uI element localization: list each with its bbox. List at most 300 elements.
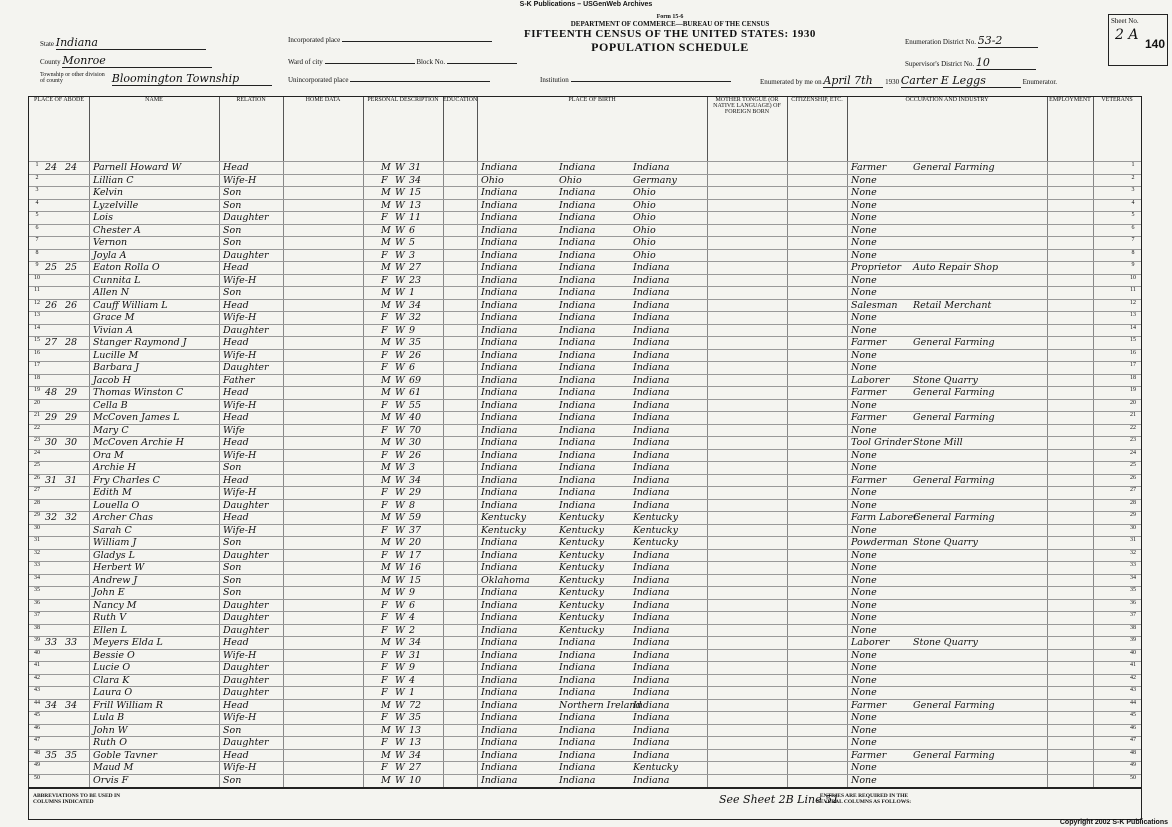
family-no: 30 [65, 437, 78, 448]
line-number: 42 [34, 674, 40, 681]
birthplace-mother: Kentucky [633, 524, 678, 536]
birthplace-mother: Ohio [633, 187, 656, 198]
occupation: None [851, 362, 877, 373]
race: W [395, 324, 405, 336]
table-row [29, 649, 1141, 663]
relation: Daughter [223, 624, 269, 636]
sheet-value: 2 A [1115, 27, 1139, 43]
person-name: Edith M [93, 487, 132, 498]
birthplace-father: Kentucky [559, 587, 604, 598]
occupation: Farmer [851, 699, 887, 711]
enumerated-year: 1930 [885, 78, 900, 86]
line-number: 44 [34, 699, 40, 706]
birthplace-father: Indiana [559, 762, 596, 773]
industry: General Farming [913, 749, 995, 761]
age: 17 [409, 549, 422, 561]
person-name: Archer Chas [93, 512, 153, 523]
line-number: 17 [1130, 362, 1136, 368]
sex: M [381, 412, 391, 423]
line-number: 18 [1130, 374, 1136, 381]
enumerated-label: Enumerated by me on [760, 78, 822, 86]
occupation: None [851, 237, 877, 248]
form-number: Form 15-6 [656, 14, 684, 20]
table-row [29, 624, 1141, 638]
birthplace-father: Kentucky [559, 599, 604, 611]
sex: F [381, 249, 388, 261]
birthplace-mother: Indiana [633, 562, 670, 573]
birthplace-person: Indiana [481, 599, 518, 611]
age: 26 [409, 349, 422, 361]
form-title [520, 14, 820, 55]
age: 11 [409, 212, 422, 223]
industry: Stone Quarry [913, 374, 978, 386]
birthplace-mother: Indiana [633, 749, 670, 761]
sex: M [381, 287, 391, 298]
abbreviations-title: ABBREVIATIONS TO BE USED IN COLUMNS INDICATED [33, 793, 121, 805]
unincorporated-label: Unincorporated place [288, 76, 349, 84]
relation: Daughter [223, 599, 269, 611]
relation: Daughter [223, 662, 269, 673]
age: 34 [409, 749, 422, 761]
sex: M [381, 637, 391, 648]
person-name: McCoven Archie H [93, 437, 184, 448]
relation: Son [223, 462, 242, 473]
relation: Daughter [223, 499, 269, 511]
birthplace-mother: Indiana [633, 712, 670, 723]
birthplace-mother: Indiana [633, 699, 670, 711]
line-number: 19 [34, 387, 40, 393]
line-number: 12 [1130, 299, 1136, 306]
birthplace-father: Kentucky [559, 524, 604, 536]
relation: Son [223, 774, 242, 786]
race: W [395, 724, 405, 736]
occupation: Proprietor [851, 262, 902, 273]
age: 20 [409, 537, 422, 548]
sex: M [381, 462, 391, 473]
person-name: Nancy M [93, 599, 137, 611]
sex: F [381, 649, 388, 661]
relation: Head [223, 299, 249, 311]
person-name: Grace M [93, 312, 135, 323]
occupation: Farmer [851, 387, 887, 398]
age: 29 [409, 487, 422, 498]
family-no: 29 [65, 412, 78, 423]
occupation: None [851, 574, 877, 586]
birthplace-mother: Ohio [633, 199, 656, 211]
person-name: Clara K [93, 674, 130, 686]
age: 35 [409, 712, 422, 723]
line-number: 45 [1130, 712, 1136, 718]
birthplace-mother: Indiana [633, 549, 670, 561]
line-number: 21 [1130, 412, 1136, 418]
line-number: 48 [1130, 749, 1136, 756]
occupation: Farmer [851, 749, 887, 761]
birthplace-father: Indiana [559, 274, 596, 286]
race: W [395, 312, 405, 323]
table-row [29, 599, 1141, 613]
race: W [395, 462, 405, 473]
birthplace-father: Indiana [559, 287, 596, 298]
sheet-stamp: 140 [1144, 37, 1165, 51]
sex: F [381, 599, 388, 611]
supervisor-field [905, 56, 1036, 70]
race: W [395, 499, 405, 511]
birthplace-person: Indiana [481, 687, 518, 698]
person-name: Stanger Raymond J [93, 337, 187, 348]
industry: Stone Quarry [913, 637, 978, 648]
line-number: 20 [1130, 399, 1136, 406]
relation: Son [223, 574, 242, 586]
occupation: None [851, 449, 877, 461]
birthplace-mother: Indiana [633, 662, 670, 673]
sex: F [381, 499, 388, 511]
table-row [29, 561, 1141, 575]
birthplace-mother: Kentucky [633, 512, 678, 523]
race: W [395, 512, 405, 523]
table-row [29, 361, 1141, 375]
sex: M [381, 699, 391, 711]
sheet-box [1108, 14, 1168, 66]
dwelling-no: 34 [45, 699, 58, 711]
birthplace-person: Indiana [481, 637, 518, 648]
dwelling-no: 31 [45, 474, 58, 486]
birthplace-mother: Indiana [633, 674, 670, 686]
state-field [40, 36, 206, 50]
race: W [395, 412, 405, 423]
birthplace-mother: Indiana [633, 474, 670, 486]
relation: Head [223, 474, 249, 486]
line-number: 24 [1130, 449, 1136, 456]
table-row [29, 386, 1141, 400]
line-number: 20 [34, 399, 40, 406]
race: W [395, 449, 405, 461]
occupation: None [851, 737, 877, 748]
sex: F [381, 487, 388, 498]
line-number: 29 [34, 512, 40, 518]
birthplace-father: Kentucky [559, 574, 604, 586]
birthplace-father: Indiana [559, 374, 596, 386]
race: W [395, 549, 405, 561]
person-name: Joyla A [93, 249, 127, 261]
line-number: 6 [35, 224, 39, 231]
occupation: None [851, 762, 877, 773]
race: W [395, 562, 405, 573]
age: 30 [409, 437, 422, 448]
line-number: 14 [34, 324, 40, 331]
age: 55 [409, 399, 422, 411]
family-no: 33 [65, 637, 78, 648]
birthplace-father: Indiana [559, 724, 596, 736]
line-number: 19 [1130, 387, 1136, 393]
birthplace-person: Indiana [481, 749, 518, 761]
birthplace-mother: Indiana [633, 274, 670, 286]
age: 4 [409, 612, 416, 623]
industry: General Farming [913, 337, 995, 348]
sex: F [381, 399, 388, 411]
occupation: None [851, 424, 877, 436]
line-number: 39 [34, 637, 40, 643]
person-name: Mary C [93, 424, 129, 436]
age: 15 [409, 187, 422, 198]
birthplace-father: Ohio [559, 174, 582, 186]
dwelling-no: 27 [45, 337, 58, 348]
industry: Stone Quarry [913, 537, 978, 548]
race: W [395, 424, 405, 436]
person-name: Vivian A [93, 324, 133, 336]
sex: M [381, 387, 391, 398]
person-name: Ora M [93, 449, 124, 461]
sex: M [381, 199, 391, 211]
person-name: Meyers Elda L [93, 637, 163, 648]
relation: Daughter [223, 362, 269, 373]
birthplace-mother: Indiana [633, 162, 670, 173]
line-number: 30 [34, 524, 40, 531]
sex: M [381, 574, 391, 586]
line-number: 44 [1130, 699, 1136, 706]
birthplace-father: Indiana [559, 212, 596, 223]
table-row [29, 411, 1141, 425]
birthplace-person: Indiana [481, 199, 518, 211]
line-number: 41 [34, 662, 40, 668]
occupation: None [851, 212, 877, 223]
line-number: 1 [1131, 162, 1135, 168]
relation: Wife-H [223, 349, 257, 361]
race: W [395, 287, 405, 298]
occupation: Farmer [851, 474, 887, 486]
birthplace-person: Indiana [481, 249, 518, 261]
table-row [29, 186, 1141, 200]
ward-label: Ward of city [288, 58, 323, 66]
birthplace-person: Indiana [481, 662, 518, 673]
line-number: 5 [35, 212, 39, 218]
sex: F [381, 737, 388, 748]
sex: F [381, 212, 388, 223]
age: 16 [409, 562, 422, 573]
line-number: 6 [1131, 224, 1135, 231]
birthplace-person: Indiana [481, 762, 518, 773]
sex: F [381, 274, 388, 286]
line-number: 47 [1130, 737, 1136, 743]
township-field [40, 72, 272, 86]
institution-label: Institution [540, 76, 569, 84]
family-no: 25 [65, 262, 78, 273]
age: 34 [409, 474, 422, 486]
industry: General Farming [913, 512, 995, 523]
person-name: Allen N [93, 287, 130, 298]
line-number: 30 [1130, 524, 1136, 531]
person-name: Lucie O [93, 662, 131, 673]
footer-instructions [28, 788, 1142, 820]
birthplace-mother: Ohio [633, 249, 656, 261]
table-row [29, 749, 1141, 763]
birthplace-mother: Indiana [633, 462, 670, 473]
age: 3 [409, 462, 416, 473]
age: 3 [409, 249, 416, 261]
table-row [29, 211, 1141, 225]
schedule-title: POPULATION SCHEDULE [591, 40, 749, 54]
birthplace-person: Indiana [481, 474, 518, 486]
relation: Wife-H [223, 712, 257, 723]
industry: General Farming [913, 162, 995, 173]
sex: M [381, 512, 391, 523]
family-no: 24 [65, 162, 78, 173]
birthplace-person: Indiana [481, 774, 518, 786]
line-number: 3 [1131, 187, 1135, 193]
line-number: 11 [1130, 287, 1136, 293]
line-number: 46 [34, 724, 40, 731]
birthplace-father: Indiana [559, 774, 596, 786]
line-number: 28 [1130, 499, 1136, 506]
table-row [29, 724, 1141, 738]
race: W [395, 612, 405, 623]
sex: F [381, 312, 388, 323]
line-number: 45 [34, 712, 40, 718]
race: W [395, 537, 405, 548]
relation: Head [223, 387, 249, 398]
person-name: Eaton Rolla O [93, 262, 160, 273]
birthplace-father: Indiana [559, 262, 596, 273]
birthplace-mother: Indiana [633, 599, 670, 611]
race: W [395, 262, 405, 273]
occupation: Salesman [851, 299, 898, 311]
occupation: None [851, 324, 877, 336]
table-row [29, 224, 1141, 238]
birthplace-mother: Indiana [633, 362, 670, 373]
birthplace-person: Indiana [481, 449, 518, 461]
sex: M [381, 299, 391, 311]
occupation: None [851, 187, 877, 198]
county-label: County [40, 58, 61, 66]
occupation: None [851, 612, 877, 623]
birthplace-mother: Indiana [633, 649, 670, 661]
birthplace-person: Oklahoma [481, 574, 530, 586]
birthplace-person: Indiana [481, 349, 518, 361]
dwelling-no: 32 [45, 512, 58, 523]
age: 32 [409, 312, 422, 323]
dwelling-no: 25 [45, 262, 58, 273]
relation: Wife-H [223, 487, 257, 498]
race: W [395, 349, 405, 361]
person-name: McCoven James L [93, 412, 180, 423]
birthplace-father: Indiana [559, 749, 596, 761]
incorporated-place-field [288, 36, 492, 44]
line-number: 39 [1130, 637, 1136, 643]
person-name: Louella O [93, 499, 140, 511]
occupation: None [851, 199, 877, 211]
entries-title: ENTRIES ARE REQUIRED IN THE SEVERAL COLUMNS AS FOLLOWS: [816, 793, 912, 805]
line-number: 2 [35, 174, 39, 181]
sex: M [381, 724, 391, 736]
table-row [29, 174, 1141, 188]
sex: F [381, 674, 388, 686]
line-number: 7 [1131, 237, 1135, 243]
sex: M [381, 262, 391, 273]
industry: Retail Merchant [913, 299, 992, 311]
relation: Daughter [223, 674, 269, 686]
dwelling-no: 35 [45, 749, 58, 761]
relation: Son [223, 587, 242, 598]
incorporated-label: Incorporated place [288, 36, 341, 44]
table-row [29, 286, 1141, 300]
township-label: Township or other division of county [40, 72, 105, 84]
person-name: Lula B [93, 712, 125, 723]
age: 31 [409, 649, 422, 661]
birthplace-person: Indiana [481, 212, 518, 223]
occupation: Tool Grinder [851, 437, 912, 448]
relation: Son [223, 237, 242, 248]
birthplace-person: Indiana [481, 487, 518, 498]
birthplace-mother: Indiana [633, 624, 670, 636]
race: W [395, 237, 405, 248]
enumerator-label: Enumerator. [1022, 78, 1058, 86]
person-name: Gladys L [93, 549, 135, 561]
person-name: Cella B [93, 399, 128, 411]
dwelling-no: 26 [45, 299, 58, 311]
sex: M [381, 562, 391, 573]
age: 31 [409, 162, 422, 173]
occupation: None [851, 624, 877, 636]
relation: Head [223, 437, 249, 448]
birthplace-mother: Indiana [633, 499, 670, 511]
line-number: 40 [1130, 649, 1136, 656]
occupation: Laborer [851, 637, 890, 648]
occupation: None [851, 462, 877, 473]
table-row [29, 249, 1141, 263]
relation: Wife-H [223, 274, 257, 286]
birthplace-mother: Indiana [633, 687, 670, 698]
birthplace-person: Kentucky [481, 512, 526, 523]
county-field [40, 54, 212, 68]
birthplace-person: Indiana [481, 312, 518, 323]
birthplace-person: Indiana [481, 624, 518, 636]
birthplace-mother: Indiana [633, 312, 670, 323]
person-name: Parnell Howard W [93, 162, 182, 173]
age: 27 [409, 762, 422, 773]
sex: F [381, 524, 388, 536]
line-number: 8 [1131, 249, 1135, 256]
relation: Daughter [223, 324, 269, 336]
line-number: 11 [34, 287, 40, 293]
birthplace-father: Indiana [559, 412, 596, 423]
relation: Wife [223, 424, 245, 436]
birthplace-person: Kentucky [481, 524, 526, 536]
age: 70 [409, 424, 422, 436]
relation: Daughter [223, 212, 269, 223]
relation: Daughter [223, 737, 269, 748]
col-name: NAME [89, 97, 220, 161]
table-row [29, 774, 1141, 788]
table-row [29, 524, 1141, 538]
person-name: Maud M [93, 762, 134, 773]
occupation: None [851, 549, 877, 561]
occupation: None [851, 662, 877, 673]
relation: Son [223, 724, 242, 736]
line-number: 25 [1130, 462, 1136, 468]
occupation: None [851, 487, 877, 498]
line-number: 25 [34, 462, 40, 468]
person-name: Kelvin [93, 187, 124, 198]
line-number: 22 [1130, 424, 1136, 431]
occupation: None [851, 674, 877, 686]
birthplace-person: Indiana [481, 224, 518, 236]
township-value: Bloomington Township [112, 72, 272, 86]
dwelling-no: 48 [45, 387, 58, 398]
race: W [395, 337, 405, 348]
ward-field [288, 58, 517, 66]
table-row [29, 686, 1141, 700]
block-label: Block No. [416, 58, 446, 66]
person-name: Lillian C [93, 174, 134, 186]
